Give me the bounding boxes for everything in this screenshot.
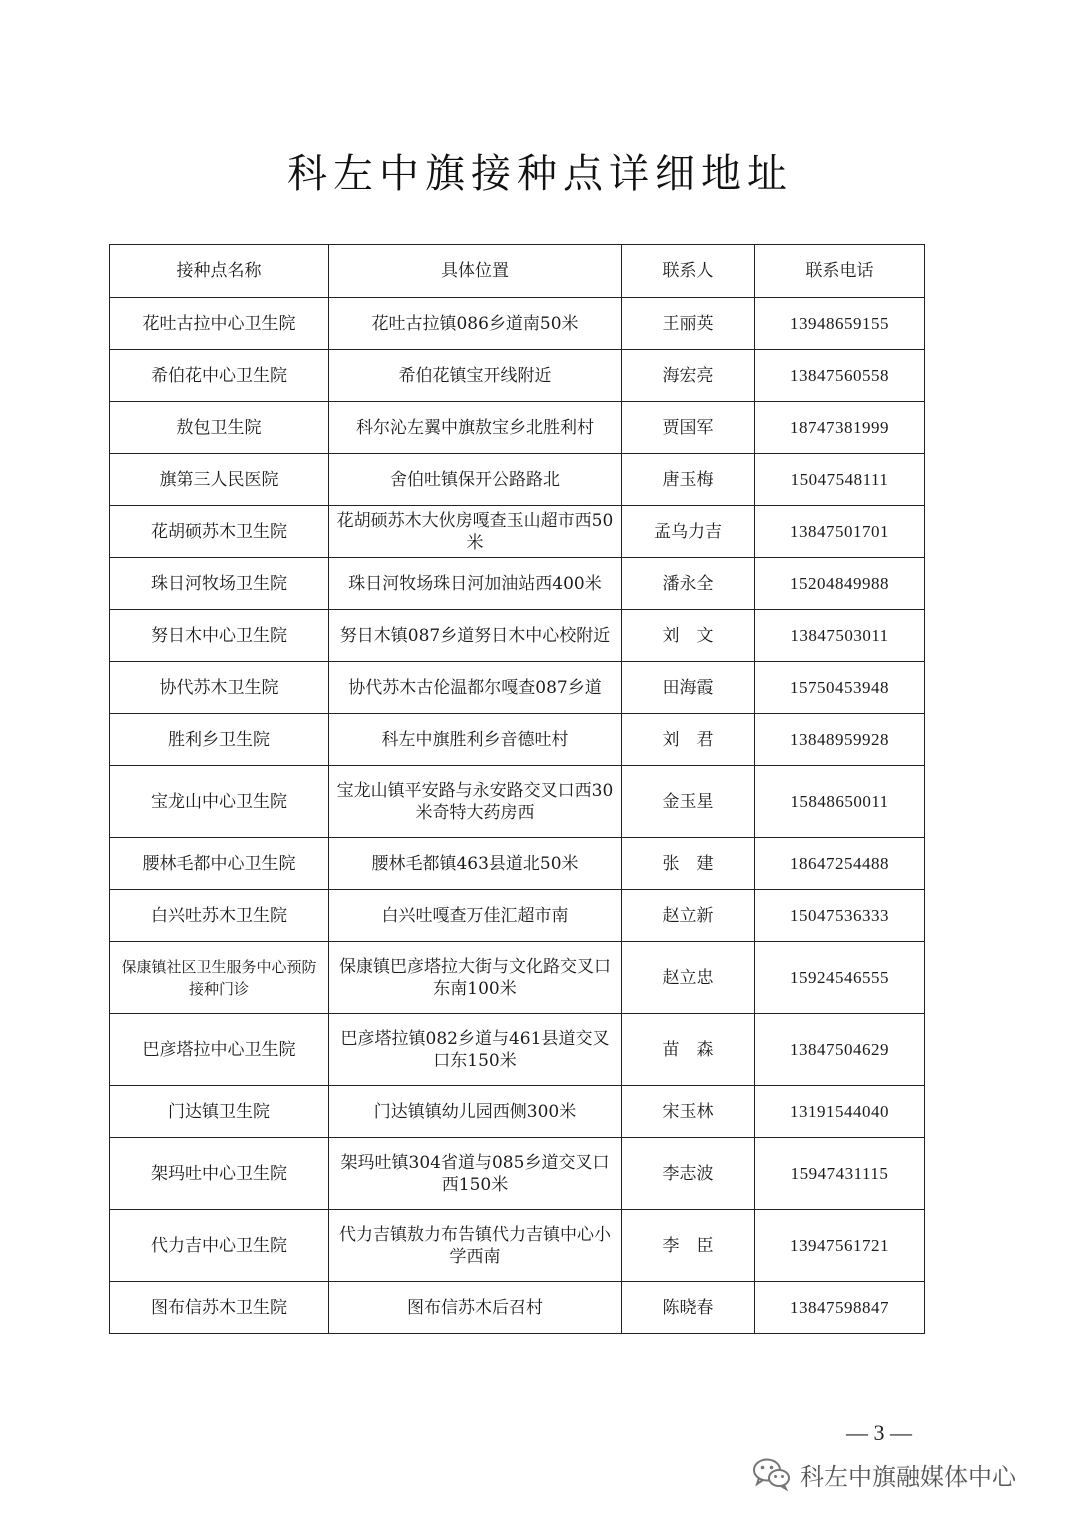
vaccination-sites-table [109, 244, 925, 1334]
table-row [110, 1282, 925, 1334]
site-phone: 13948659155 [755, 298, 925, 350]
site-phone: 13848959928 [755, 714, 925, 766]
site-phone: 13847560558 [755, 350, 925, 402]
site-address: 代力吉镇敖力布告镇代力吉镇中心小学西南 [329, 1210, 622, 1282]
site-name: 腰林毛都中心卫生院 [110, 838, 329, 890]
site-address: 白兴吐嘎查万佳汇超市南 [329, 890, 622, 942]
site-phone: 15047548111 [755, 454, 925, 506]
site-address: 科左中旗胜利乡音德吐村 [329, 714, 622, 766]
table-row [110, 1210, 925, 1282]
table-row [110, 610, 925, 662]
site-name: 代力吉中心卫生院 [110, 1210, 329, 1282]
table-row [110, 454, 925, 506]
site-contact: 李志波 [622, 1138, 755, 1210]
site-name: 协代苏木卫生院 [110, 662, 329, 714]
site-contact: 田海霞 [622, 662, 755, 714]
site-name: 旗第三人民医院 [110, 454, 329, 506]
header-contact: 联系人 [622, 245, 755, 298]
site-phone: 13191544040 [755, 1086, 925, 1138]
site-contact: 刘 文 [622, 610, 755, 662]
watermark-text: 科左中旗融媒体中心 [800, 1462, 1016, 1491]
site-contact: 李 臣 [622, 1210, 755, 1282]
site-phone: 15848650011 [755, 766, 925, 838]
table-row [110, 714, 925, 766]
site-name: 宝龙山中心卫生院 [110, 766, 329, 838]
site-address: 希伯花镇宝开线附近 [329, 350, 622, 402]
site-name: 敖包卫生院 [110, 402, 329, 454]
table-row [110, 942, 925, 1014]
site-name: 胜利乡卫生院 [110, 714, 329, 766]
site-phone: 18747381999 [755, 402, 925, 454]
site-contact: 贾国军 [622, 402, 755, 454]
site-name: 图布信苏木卫生院 [110, 1282, 329, 1334]
site-address: 门达镇镇幼儿园西侧300米 [329, 1086, 622, 1138]
table-row [110, 506, 925, 558]
site-name: 巴彦塔拉中心卫生院 [110, 1014, 329, 1086]
site-name: 希伯花中心卫生院 [110, 350, 329, 402]
site-phone: 15204849988 [755, 558, 925, 610]
site-name: 花吐古拉中心卫生院 [110, 298, 329, 350]
site-contact: 唐玉梅 [622, 454, 755, 506]
site-contact: 张 建 [622, 838, 755, 890]
table-row [110, 1138, 925, 1210]
table-row [110, 1014, 925, 1086]
table-row [110, 558, 925, 610]
site-phone: 15750453948 [755, 662, 925, 714]
site-address: 花吐古拉镇086乡道南50米 [329, 298, 622, 350]
site-name: 保康镇社区卫生服务中心预防接种门诊 [110, 942, 329, 1014]
site-address: 图布信苏木后召村 [329, 1282, 622, 1334]
page-title: 科左中旗接种点详细地址 [287, 151, 793, 197]
table-row [110, 890, 925, 942]
site-name: 花胡硕苏木卫生院 [110, 506, 329, 558]
site-contact: 赵立新 [622, 890, 755, 942]
site-address: 宝龙山镇平安路与永安路交叉口西30米奇特大药房西 [329, 766, 622, 838]
site-address: 巴彦塔拉镇082乡道与461县道交叉口东150米 [329, 1014, 622, 1086]
table-row [110, 402, 925, 454]
table-row [110, 766, 925, 838]
site-contact: 王丽英 [622, 298, 755, 350]
site-address: 努日木镇087乡道努日木中心校附近 [329, 610, 622, 662]
site-contact: 金玉星 [622, 766, 755, 838]
table-row [110, 298, 925, 350]
site-address: 花胡硕苏木大伙房嘎查玉山超市西50米 [329, 506, 622, 558]
site-contact: 赵立忠 [622, 942, 755, 1014]
page-number: — 3 — [846, 1420, 912, 1445]
site-address: 珠日河牧场珠日河加油站西400米 [329, 558, 622, 610]
header-address: 具体位置 [329, 245, 622, 298]
table-header-row [110, 245, 925, 298]
site-contact: 苗 森 [622, 1014, 755, 1086]
site-address: 腰林毛都镇463县道北50米 [329, 838, 622, 890]
site-contact: 孟乌力吉 [622, 506, 755, 558]
site-name: 门达镇卫生院 [110, 1086, 329, 1138]
site-address: 协代苏木古伦温都尔嘎查087乡道 [329, 662, 622, 714]
wechat-icon [752, 1457, 792, 1491]
site-contact: 海宏亮 [622, 350, 755, 402]
header-phone: 联系电话 [755, 245, 925, 298]
site-phone: 13847504629 [755, 1014, 925, 1086]
site-address: 舍伯吐镇保开公路路北 [329, 454, 622, 506]
table-row [110, 838, 925, 890]
table-row [110, 662, 925, 714]
site-phone: 13847501701 [755, 506, 925, 558]
site-phone: 18647254488 [755, 838, 925, 890]
site-phone: 15947431115 [755, 1138, 925, 1210]
site-name: 努日木中心卫生院 [110, 610, 329, 662]
site-phone: 13847598847 [755, 1282, 925, 1334]
table-row [110, 1086, 925, 1138]
table-row [110, 350, 925, 402]
watermark [752, 1454, 1016, 1494]
site-name: 珠日河牧场卫生院 [110, 558, 329, 610]
site-address: 科尔沁左翼中旗敖宝乡北胜利村 [329, 402, 622, 454]
site-contact: 潘永全 [622, 558, 755, 610]
site-phone: 15924546555 [755, 942, 925, 1014]
site-phone: 13947561721 [755, 1210, 925, 1282]
site-phone: 13847503011 [755, 610, 925, 662]
site-phone: 15047536333 [755, 890, 925, 942]
site-contact: 刘 君 [622, 714, 755, 766]
site-contact: 陈晓春 [622, 1282, 755, 1334]
header-site-name: 接种点名称 [110, 245, 329, 298]
site-address: 架玛吐镇304省道与085乡道交叉口西150米 [329, 1138, 622, 1210]
site-name: 架玛吐中心卫生院 [110, 1138, 329, 1210]
site-address: 保康镇巴彦塔拉大街与文化路交叉口东南100米 [329, 942, 622, 1014]
site-contact: 宋玉林 [622, 1086, 755, 1138]
site-name: 白兴吐苏木卫生院 [110, 890, 329, 942]
